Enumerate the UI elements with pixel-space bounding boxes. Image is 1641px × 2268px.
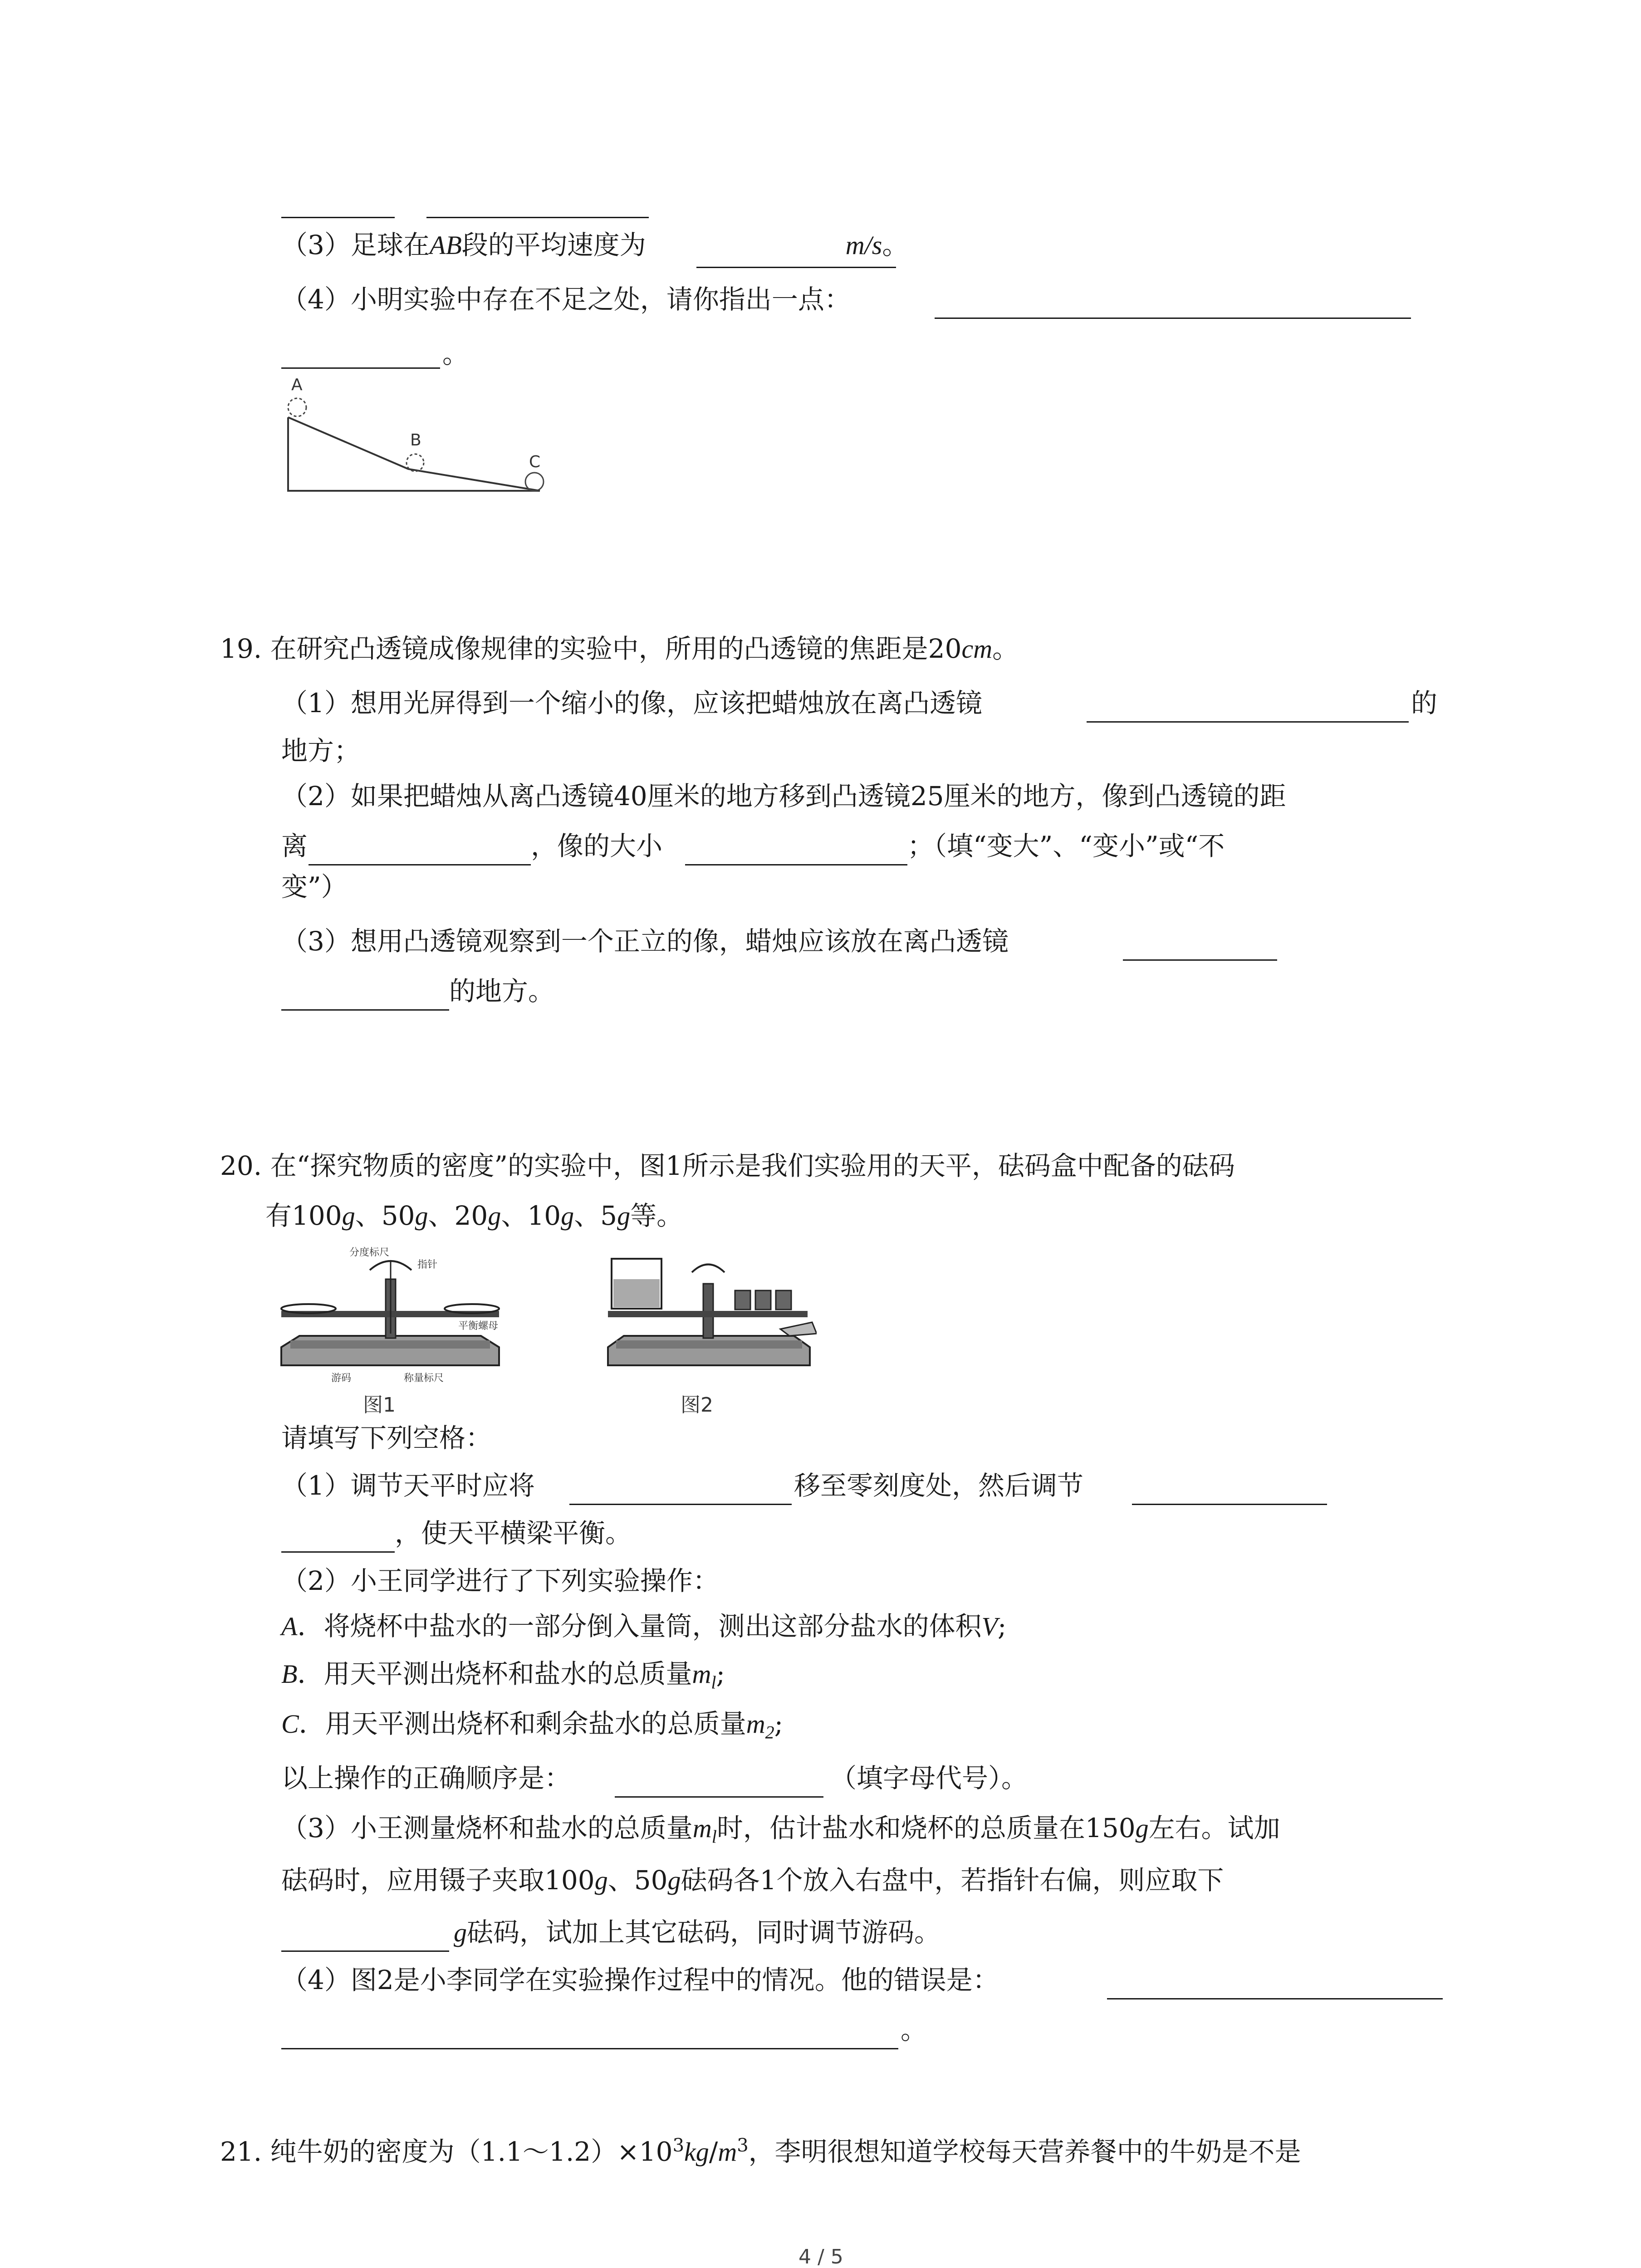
answer-blank[interactable] (685, 864, 907, 865)
figure-1-caption: 图1 (363, 1393, 396, 1417)
q19-stem: 19. 在研究凸透镜成像规律的实验中，所用的凸透镜的焦距是20cm。 (220, 633, 1019, 664)
q19-part1-post: 的 (1411, 688, 1438, 719)
incline-figure (272, 372, 554, 503)
label-measuring-scale: 称量标尺 (404, 1373, 444, 1384)
balance-base (608, 1336, 810, 1365)
q21-stem: 21. 纯牛奶的密度为$(1.1\sim 1.2)\times 10^3kg/m^3$，李明很想知道学校每天营养餐中的牛奶是不是 (220, 2135, 1301, 2167)
q20-stem-line1: 20. 在“探究物质的密度”的实验中，图1所示是我们实验用的天平，砝码盒中配备的砝码 (220, 1150, 1235, 1181)
q20-order-post: （填字母代号）。 (830, 1763, 1028, 1794)
balance-base-top (290, 1340, 490, 1349)
q19-part3: （3）想用凸透镜观察到一个正立的像，蜡烛应该放在离凸透镜 (281, 926, 1009, 957)
beaker-liquid (613, 1279, 660, 1307)
label-division-scale: 分度标尺 (349, 1247, 390, 1258)
q20-part4: （4）图2是小李同学在实验操作过程中的情况。他的错误是： (281, 1965, 999, 1995)
ball-position-c (525, 473, 544, 491)
hand (780, 1322, 817, 1336)
q19-part1: （1）想用光屏得到一个缩小的像，应该把蜡烛放在离凸透镜 (281, 688, 982, 719)
label-rider: 游码 (331, 1373, 352, 1384)
balance-figure-1 (272, 1243, 508, 1397)
weight-1 (735, 1290, 750, 1310)
balance-base (281, 1336, 499, 1365)
answer-blank[interactable] (935, 318, 1411, 319)
division-scale (692, 1265, 725, 1273)
label-a: A (291, 376, 303, 394)
ball-position-a (288, 398, 306, 416)
q19-part2-line2c: ；（填“变大”、“变小”或“不 (907, 831, 1225, 861)
q19-part2-line1: （2）如果把蜡烛从离凸透镜40厘米的地方移到凸透镜25厘米的地方，像到凸透镜的距 (281, 781, 1286, 811)
answer-blank[interactable] (1123, 959, 1277, 961)
answer-blank[interactable] (281, 2048, 898, 2049)
weight-3 (776, 1290, 791, 1310)
balance-figure-2 (599, 1243, 817, 1397)
balance-base-top (616, 1340, 802, 1349)
q20-op-c: C．用天平测出烧杯和剩余盐水的总质量$m_2$; (281, 1708, 784, 1743)
incline-frame (288, 417, 540, 491)
answer-blank[interactable] (281, 1950, 449, 1952)
q20-part1-line2: ，使天平横梁平衡。 (395, 1518, 632, 1549)
answer-blank[interactable] (281, 1551, 395, 1553)
q20-part3-line3: g砝码，试加上其它砝码，同时调节游码。 (454, 1917, 941, 1948)
answer-blank[interactable] (1107, 1998, 1443, 1999)
incline-slope (288, 417, 540, 491)
q20-op-a: A．将烧杯中盐水的一部分倒入量筒，测出这部分盐水的体积V; (281, 1611, 1007, 1642)
answer-blank[interactable] (281, 1009, 449, 1011)
q20-fill-prompt: 请填写下列空格： (281, 1422, 492, 1453)
answer-blank[interactable] (615, 1796, 823, 1798)
label-pointer: 指针 (417, 1259, 438, 1271)
answer-blank[interactable] (281, 217, 395, 218)
q20-part4-end: 。 (901, 2014, 927, 2045)
q20-order: 以上操作的正确顺序是： (281, 1763, 571, 1794)
q18-part4: （4）小明实验中存在不足之处，请你指出一点： (281, 284, 851, 315)
figure-2-caption: 图2 (681, 1393, 713, 1417)
answer-blank[interactable] (1132, 1504, 1327, 1505)
q19-part1-line2: 地方； (281, 735, 361, 766)
q19-part2-line3: 变”） (281, 871, 348, 902)
q19-part2-line2a: 离 (281, 831, 308, 861)
q20-part2: （2）小王同学进行了下列实验操作： (281, 1565, 719, 1596)
answer-blank[interactable] (426, 217, 649, 218)
ball-position-b (407, 454, 424, 471)
q18-part3: （3）足球在AB段的平均速度为 m/s。 (281, 230, 909, 260)
q20-part1-b: 移至零刻度处，然后调节 (794, 1470, 1084, 1501)
label-b: B (410, 431, 421, 450)
answer-blank[interactable] (281, 367, 440, 369)
q18-part4-end: 。 (442, 338, 469, 369)
answer-blank[interactable] (309, 864, 531, 865)
q20-stem-line2: 有100g、50g、20g、10g、5g等。 (265, 1200, 683, 1231)
q20-part3-line1: （3）小王测量烧杯和盐水的总质量$m_l$时，估计盐水和烧杯的总质量在150g左右。试加 (281, 1813, 1280, 1847)
q19-part2-line2b: ，像的大小 (531, 831, 663, 861)
answer-blank[interactable] (1087, 721, 1409, 723)
label-balance-nut: 平衡螺母 (458, 1320, 499, 1332)
label-c: C (529, 453, 541, 471)
q20-op-b: B．用天平测出烧杯和盐水的总质量$m_l$; (281, 1658, 725, 1693)
q20-part3-line2: 砝码时，应用镊子夹取100g、50g砝码各1个放入右盘中，若指针右偏，则应取下 (281, 1865, 1224, 1896)
q19-part3-post: 的地方。 (449, 976, 555, 1007)
balance-beam (608, 1311, 808, 1317)
answer-blank[interactable] (696, 267, 896, 268)
answer-blank[interactable] (569, 1504, 792, 1505)
page-number: 4 / 5 (798, 2245, 843, 2268)
weight-2 (755, 1290, 771, 1310)
q20-part1: （1）调节天平时应将 (281, 1470, 535, 1501)
